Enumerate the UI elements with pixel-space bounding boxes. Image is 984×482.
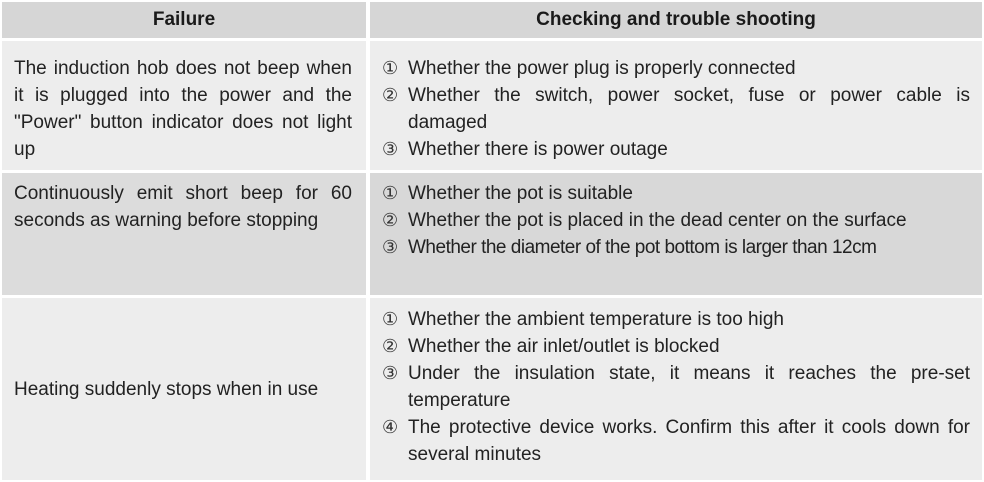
item-number: ③ [382,237,399,258]
header-failure: Failure [2,2,366,38]
item-number: ① [382,309,399,330]
row-1-failure-cell [2,41,366,170]
check-item [382,234,970,261]
check-item [382,180,970,207]
item-number: ② [382,336,399,357]
check-item [382,333,970,360]
row-3-checks-cell [370,298,982,480]
check-item [382,82,970,136]
item-number: ① [382,183,399,204]
header-checking: Checking and trouble shooting [370,2,982,38]
item-text: Under the insulation state, it means it reaches the pre-set temperature [408,363,970,411]
item-text: Whether the air inlet/outlet is blocked [408,336,720,357]
row-2-failure-text: Continuously emit short beep for 60 seconds as warning before stopping [14,183,352,231]
row-2-checks-list [382,180,970,261]
row-3-checks-list [382,306,970,468]
item-text: Whether the ambient temperature is too high [408,309,784,330]
item-text: Whether the diameter of the pot bottom is larger than 12cm [408,237,877,258]
row-1-failure-text: The induction hob does not beep when it is plugged into the power and the "Power" button indicator does not light up [14,58,352,160]
row-1-checks-cell [370,41,982,170]
check-item [382,136,970,163]
row-2-checks-cell [370,173,982,295]
check-item [382,207,970,234]
item-text: Whether the switch, power socket, fuse or power cable is damaged [408,85,970,133]
check-item [382,306,970,333]
check-item [382,55,970,82]
item-text: Whether the pot is suitable [408,183,633,204]
check-item [382,414,970,468]
item-text: The protective device works. Confirm this after it cools down for several minutes [408,417,970,465]
item-text: Whether the pot is placed in the dead center on the surface [408,210,907,231]
item-number: ④ [382,417,399,438]
item-number: ② [382,85,399,106]
item-text: Whether there is power outage [408,139,668,160]
item-text: Whether the power plug is properly connected [408,58,796,79]
row-2-failure-cell [2,173,366,295]
row-3-failure-cell [2,298,366,480]
item-number: ③ [382,363,399,384]
row-1-checks-list [382,55,970,163]
check-item [382,360,970,414]
row-3-failure-text: Heating suddenly stops when in use [14,378,319,400]
item-number: ② [382,210,399,231]
item-number: ③ [382,139,399,160]
item-number: ① [382,58,399,79]
